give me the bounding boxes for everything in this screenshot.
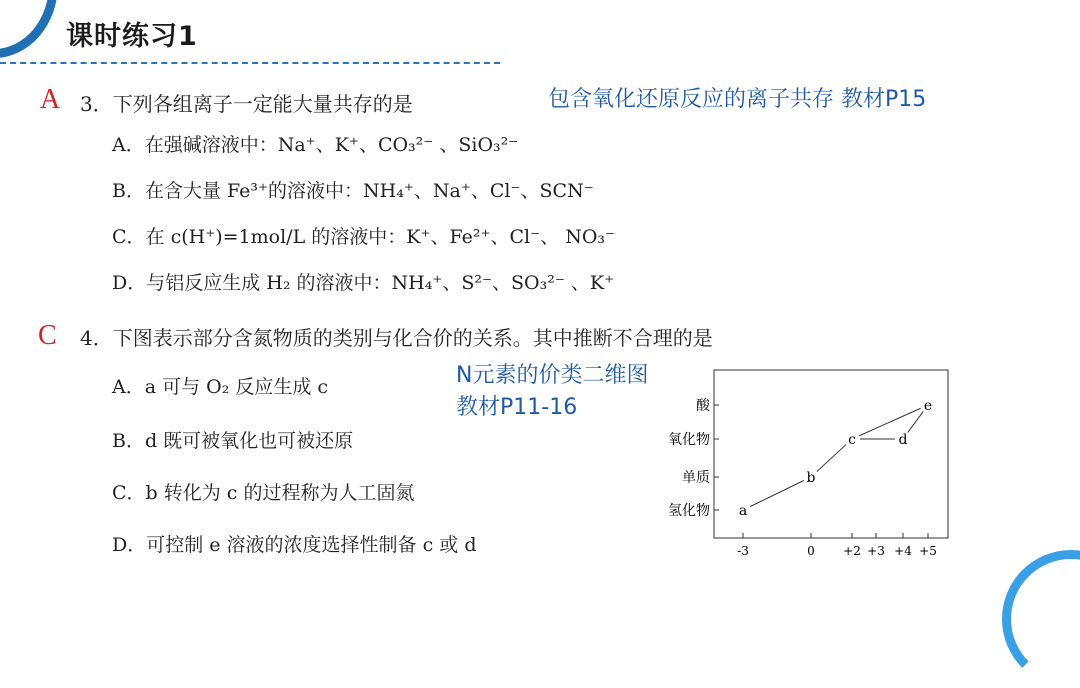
slide-title: 课时练习1 bbox=[66, 21, 198, 52]
q4-note-line2: 教材P11-16 bbox=[456, 395, 578, 420]
chart-point-b: b bbox=[806, 470, 816, 486]
q4-option-d: D．可控制 e 溶液的浓度选择性制备 c 或 d bbox=[112, 534, 477, 556]
y-category-label: 氧化物 bbox=[668, 432, 710, 448]
chart-frame bbox=[714, 370, 948, 538]
nitrogen-valence-chart bbox=[640, 360, 960, 565]
title-divider bbox=[0, 62, 500, 64]
chart-connector-c-e bbox=[859, 408, 920, 435]
q3-option-b: B．在含大量 Fe³⁺的溶液中：NH₄⁺、Na⁺、Cl⁻、SCN⁻ bbox=[112, 180, 594, 202]
q3-note: 包含氧化还原反应的离子共存 教材P15 bbox=[548, 87, 927, 112]
corner-arc-decoration-bottom bbox=[1002, 550, 1080, 688]
q3-option-d: D．与铝反应生成 H₂ 的溶液中：NH₄⁺、S²⁻、SO₃²⁻ 、K⁺ bbox=[112, 272, 615, 294]
x-tick-label: +5 bbox=[919, 544, 937, 558]
x-tick-label: +2 bbox=[843, 544, 861, 558]
x-tick-label: 0 bbox=[807, 544, 815, 558]
corner-arc-decoration bbox=[0, 0, 58, 58]
q4-option-a: A．a 可与 O₂ 反应生成 c bbox=[112, 376, 329, 398]
q3-question: 3．下列各组离子一定能大量共存的是 bbox=[80, 92, 413, 116]
q3-option-c: C．在 c(H⁺)=1mol/L 的溶液中：K⁺、Fe²⁺、Cl⁻、 NO₃⁻ bbox=[112, 226, 616, 248]
q3-option-b-ions: NH₄⁺、Na⁺、Cl⁻、SCN⁻ bbox=[363, 180, 594, 202]
q4-question: 4．下图表示部分含氮物质的类别与化合价的关系。其中推断不合理的是 bbox=[80, 326, 713, 350]
y-category-label: 酸 bbox=[696, 398, 710, 414]
q4-option-b: B．d 既可被氧化也可被还原 bbox=[112, 430, 354, 452]
chart-connector-a-b bbox=[750, 480, 804, 506]
chart-point-e: e bbox=[923, 398, 933, 414]
x-tick-label: +3 bbox=[867, 544, 885, 558]
y-category-label: 单质 bbox=[682, 470, 710, 486]
q3-option-c-ions: K⁺、Fe²⁺、Cl⁻、 NO₃⁻ bbox=[406, 226, 616, 248]
q3-option-a-ions: Na⁺、K⁺、CO₃²⁻ 、SiO₃²⁻ bbox=[277, 134, 519, 156]
chart-point-c: c bbox=[848, 432, 856, 448]
q4-option-c: C．b 转化为 c 的过程称为人工固氮 bbox=[112, 482, 415, 504]
chart-connector-d-e bbox=[908, 411, 924, 432]
q4-answer: C bbox=[38, 320, 57, 351]
q3-option-a: A．在强碱溶液中：Na⁺、K⁺、CO₃²⁻ 、SiO₃²⁻ bbox=[112, 134, 519, 156]
q3-option-d-ions: NH₄⁺、S²⁻、SO₃²⁻ 、K⁺ bbox=[391, 272, 615, 294]
x-tick-label: -3 bbox=[737, 544, 749, 558]
chart-point-a: a bbox=[738, 503, 748, 519]
q4-note-line1: N元素的价类二维图 bbox=[456, 363, 649, 388]
chart-connector-b-c bbox=[817, 444, 846, 471]
q3-answer: A bbox=[40, 84, 61, 115]
chart-point-d: d bbox=[898, 432, 908, 448]
y-category-label: 氢化物 bbox=[668, 503, 710, 519]
x-tick-label: +4 bbox=[894, 544, 912, 558]
